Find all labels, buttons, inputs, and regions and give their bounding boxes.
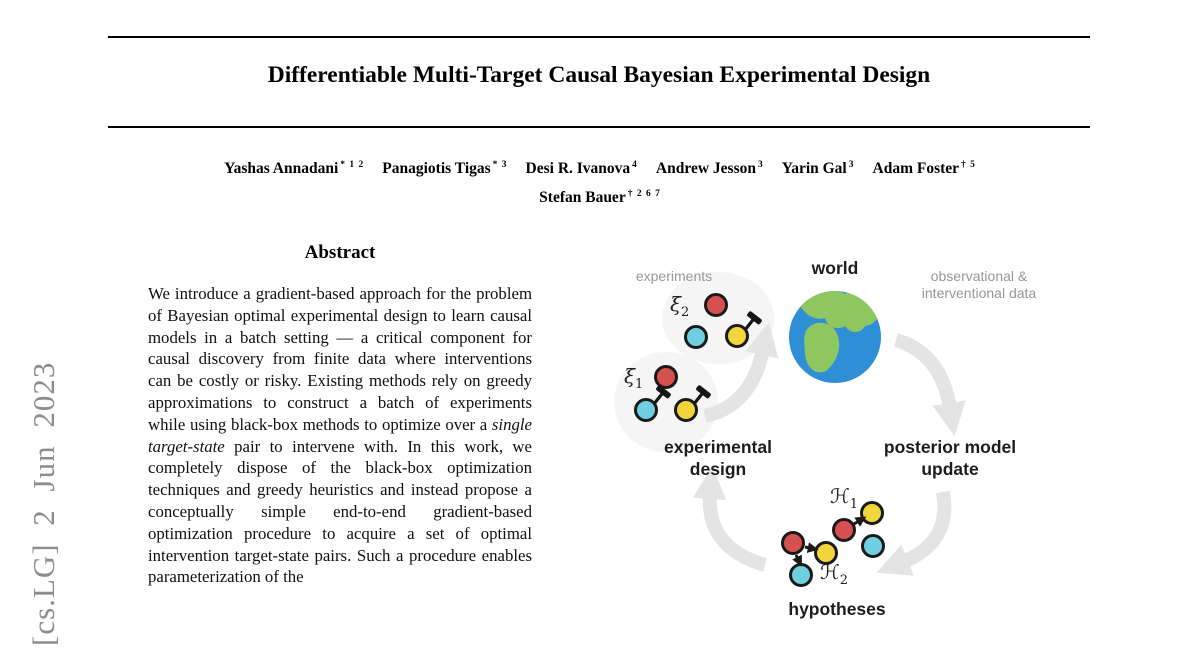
edge-arrow [854,521,859,524]
node-red [656,367,677,388]
label-h1: ℋ$_1$ [830,484,859,512]
author-affiliation: 3 [757,160,764,170]
node-cyan [791,565,812,586]
node-cyan [863,536,884,557]
cycle-arrow-world-to-posterior [896,340,950,408]
figure-causal-bed-cycle [600,240,1120,648]
author-affiliation: * 3 [492,160,508,170]
label-experimental-design: experimental design [664,437,772,479]
abstract-text: pair to intervene with. In this work, we completely dispose of the black-box optimization techniques and greedy heuristics and instead propose a conceptually simple end-to-end gradient-based optimization procedure to acquire a set of optimal intervention target-state pairs. Such a procedure enables parameterization of the [148,436,532,587]
node-yellow [676,400,697,421]
author: Andrew Jesson $^3$ [655,160,764,178]
abstract-body [148,283,532,588]
label-experiments: experiments [635,268,713,284]
author-line-2 [90,189,1110,207]
author: Adam Foster $^{\dagger 5}$ [872,160,976,178]
cycle-arrow-posterior-to-hypotheses [903,492,944,562]
cycle-arrow-hypotheses-to-design [710,494,765,565]
author-affiliation: 4 [632,160,638,170]
author-affiliation: † 5 [961,160,976,170]
node-cyan [636,400,657,421]
label-xi2: $\xi_2$ [670,292,690,320]
author: Stefan Bauer $^{\dagger 2 6 7}$ [539,189,661,207]
label-posterior-model-update: posterior model update [883,437,1017,479]
author-line-1 [90,160,1110,178]
label-world: world [811,258,859,278]
label-observational-data: observational & interventional data [921,268,1037,301]
abstract-heading: Abstract [304,242,376,263]
label-h2: ℋ$_2$ [820,560,849,588]
edge-arrow [796,555,798,559]
node-cyan [686,327,707,348]
author-affiliation: * 1 2 [340,160,365,170]
edge-arrow [805,547,810,548]
author: Yarin Gal $^3$ [781,160,855,178]
node-yellow [862,503,883,524]
arxiv-stamp: [cs.LG] 2 Jun 2023 [26,361,61,646]
author: Yashas Annadani $^{* 1 2}$ [224,160,365,178]
node-yellow [727,326,748,347]
author-affiliation: † 2 6 7 [627,189,661,199]
node-red [783,533,804,554]
title-bottom-rule [108,126,1090,128]
abstract-text-italic: single target-state [148,414,532,456]
paper-title: Differentiable Multi-Target Causal Bayesian Experimental Design [267,62,931,88]
globe-icon [789,289,881,383]
node-red [706,295,727,316]
node-red [834,520,855,541]
label-hypotheses: hypotheses [788,599,886,619]
author: Panagiotis Tigas $^{* 3}$ [382,160,508,178]
author: Desi R. Ivanova $^4$ [525,160,638,178]
label-xi1: $\xi_1$ [624,364,644,392]
author-affiliation: 3 [848,160,855,170]
abstract-text: We introduce a gradient-based approach for the problem of Bayesian optimal experimental design to learn causal models in a batch setting — a critical component for causal discovery from finite data where interventions can be costly or risky. Existing methods rely on greedy approximations to construct a batch of experiments while using black-box methods to optimize over a [148,284,532,434]
top-rule [108,36,1090,38]
